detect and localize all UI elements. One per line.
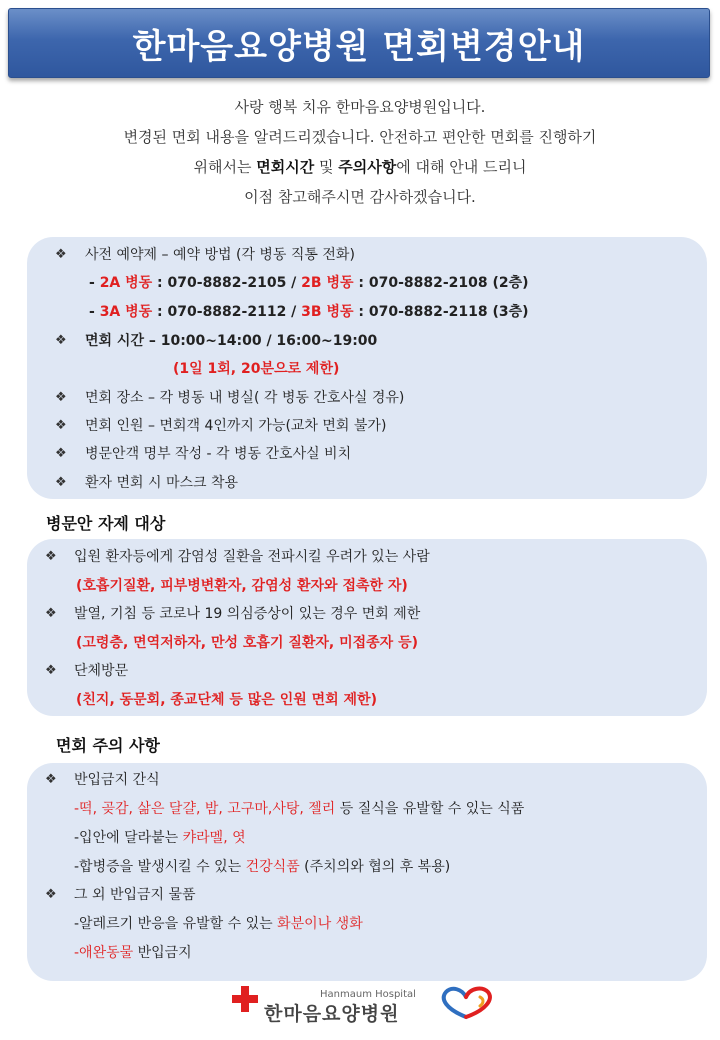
visit-people-text: 면회 인원 – 면회객 4인까지 가능(교차 면회 불가) bbox=[85, 418, 387, 434]
other-2-red: -애완동물 bbox=[74, 945, 134, 961]
other-2-rest: 반입금지 bbox=[133, 945, 192, 961]
intro-text-part: 에 대해 안내 드리니 bbox=[396, 158, 527, 176]
visit-info-box bbox=[27, 237, 707, 499]
food-line-3 bbox=[74, 857, 450, 877]
dash: - bbox=[89, 275, 100, 291]
logo-korean: 한마음요양병원 bbox=[264, 1003, 400, 1025]
restricted-visitors-box bbox=[27, 539, 707, 716]
food-1-rest: 등 질식을 유발할 수 있는 식품 bbox=[335, 801, 525, 817]
ward-2a-phone: : 070-8882-2105 / bbox=[152, 275, 302, 291]
ward-3a-phone: : 070-8882-2112 / bbox=[152, 304, 302, 320]
logo-english: Hanmaum Hospital bbox=[320, 989, 416, 1000]
restricted-item-2: 발열, 기침 등 코로나 19 의심증상이 있는 경우 면회 제한 bbox=[74, 606, 421, 622]
phone-line-2f bbox=[89, 273, 529, 293]
bullet-icon: ❖ bbox=[45, 663, 57, 678]
ward-3a: 3A 병동 bbox=[99, 304, 153, 320]
other-title: 그 외 반입금지 물품 bbox=[74, 887, 196, 903]
restricted-item-3: 단체방문 bbox=[74, 663, 129, 679]
restricted-item-1-note: (호흡기질환, 피부병변환자, 감염성 환자와 접촉한 자) bbox=[76, 578, 408, 594]
section-title-caution: 면회 주의 사항 bbox=[56, 736, 160, 755]
bullet-icon: ❖ bbox=[45, 606, 57, 621]
dash: - bbox=[89, 304, 100, 320]
restricted-item-3-note: (친지, 동문회, 종교단체 등 많은 인원 면회 제한) bbox=[76, 692, 377, 708]
intro-emphasis-time: 면회시간 bbox=[256, 158, 315, 176]
food-line-1 bbox=[74, 799, 524, 819]
food-3-rest: (주치의와 협의 후 복용) bbox=[299, 859, 451, 875]
title-banner bbox=[8, 8, 710, 78]
register-text: 병문안객 명부 작성 - 각 병동 간호사실 비치 bbox=[85, 446, 352, 462]
ward-2a: 2A 병동 bbox=[99, 275, 153, 291]
bullet-icon: ❖ bbox=[55, 475, 67, 490]
other-line-2 bbox=[74, 943, 192, 963]
bullet-icon: ❖ bbox=[55, 390, 67, 405]
hospital-logo bbox=[228, 985, 498, 1025]
intro-line-2: 변경된 면회 내용을 알려드리겠습니다. 안전하고 편안한 면회를 진행하기 bbox=[123, 128, 597, 146]
other-line-1 bbox=[74, 914, 363, 934]
other-1-text: -알레르기 반응을 유발할 수 있는 bbox=[74, 916, 278, 932]
food-1-red: -떡, 곶감, 삶은 달걀, 밤, 고구마,사탕, 젤리 bbox=[74, 801, 336, 817]
intro-emphasis-caution: 주의사항 bbox=[338, 158, 397, 176]
heart-swirl-icon bbox=[436, 985, 496, 1021]
visit-time-note: (1일 1회, 20분으로 제한) bbox=[173, 361, 340, 377]
ward-3b-phone: : 070-8882-2118 (3층) bbox=[353, 304, 529, 320]
ward-3b: 3B 병동 bbox=[301, 304, 354, 320]
section-title-restricted: 병문안 자제 대상 bbox=[46, 514, 166, 533]
intro-line-4: 이점 참고해주시면 감사하겠습니다. bbox=[244, 188, 476, 206]
intro-text bbox=[0, 92, 720, 212]
restricted-item-1: 입원 환자등에게 감염성 질환을 전파시킬 우려가 있는 사람 bbox=[74, 549, 430, 565]
ward-2b: 2B 병동 bbox=[301, 275, 354, 291]
bullet-icon: ❖ bbox=[45, 549, 57, 564]
food-2-text: -입안에 달라붙는 bbox=[74, 830, 183, 846]
food-3-red: 건강식품 bbox=[245, 859, 300, 875]
food-title: 반입금지 간식 bbox=[74, 772, 160, 788]
intro-line-1: 사랑 행복 치유 한마음요양병원입니다. bbox=[234, 98, 486, 116]
bullet-icon: ❖ bbox=[45, 772, 57, 787]
red-cross-icon bbox=[241, 986, 249, 1012]
intro-text-part: 및 bbox=[314, 158, 339, 176]
food-3-text: -합병증을 발생시킬 수 있는 bbox=[74, 859, 246, 875]
bullet-icon: ❖ bbox=[55, 446, 67, 461]
caution-box bbox=[27, 763, 707, 981]
visit-place-text: 면회 장소 – 각 병동 내 병실( 각 병동 간호사실 경유) bbox=[85, 390, 405, 406]
bullet-icon: ❖ bbox=[55, 418, 67, 433]
ward-2b-phone: : 070-8882-2108 (2층) bbox=[353, 275, 529, 291]
visit-time-text: 면회 시간 – 10:00~14:00 / 16:00~19:00 bbox=[85, 333, 378, 349]
bullet-icon: ❖ bbox=[45, 887, 57, 902]
phone-line-3f bbox=[89, 302, 529, 322]
bullet-icon: ❖ bbox=[55, 333, 67, 348]
food-2-red: 캬라멜, 엿 bbox=[182, 830, 246, 846]
bullet-icon: ❖ bbox=[55, 247, 67, 262]
intro-line-3 bbox=[0, 152, 720, 182]
food-line-2 bbox=[74, 828, 246, 848]
reservation-text: 사전 예약제 – 예약 방법 (각 병동 직통 전화) bbox=[85, 247, 355, 263]
other-1-red: 화분이나 생화 bbox=[277, 916, 363, 932]
page-title: 한마음요양병원 면회변경안내 bbox=[132, 26, 586, 67]
intro-text-part: 위해서는 bbox=[193, 158, 257, 176]
restricted-item-2-note: (고령층, 면역저하자, 만성 호흡기 질환자, 미접종자 등) bbox=[76, 635, 418, 651]
mask-text: 환자 면회 시 마스크 착용 bbox=[85, 475, 239, 491]
